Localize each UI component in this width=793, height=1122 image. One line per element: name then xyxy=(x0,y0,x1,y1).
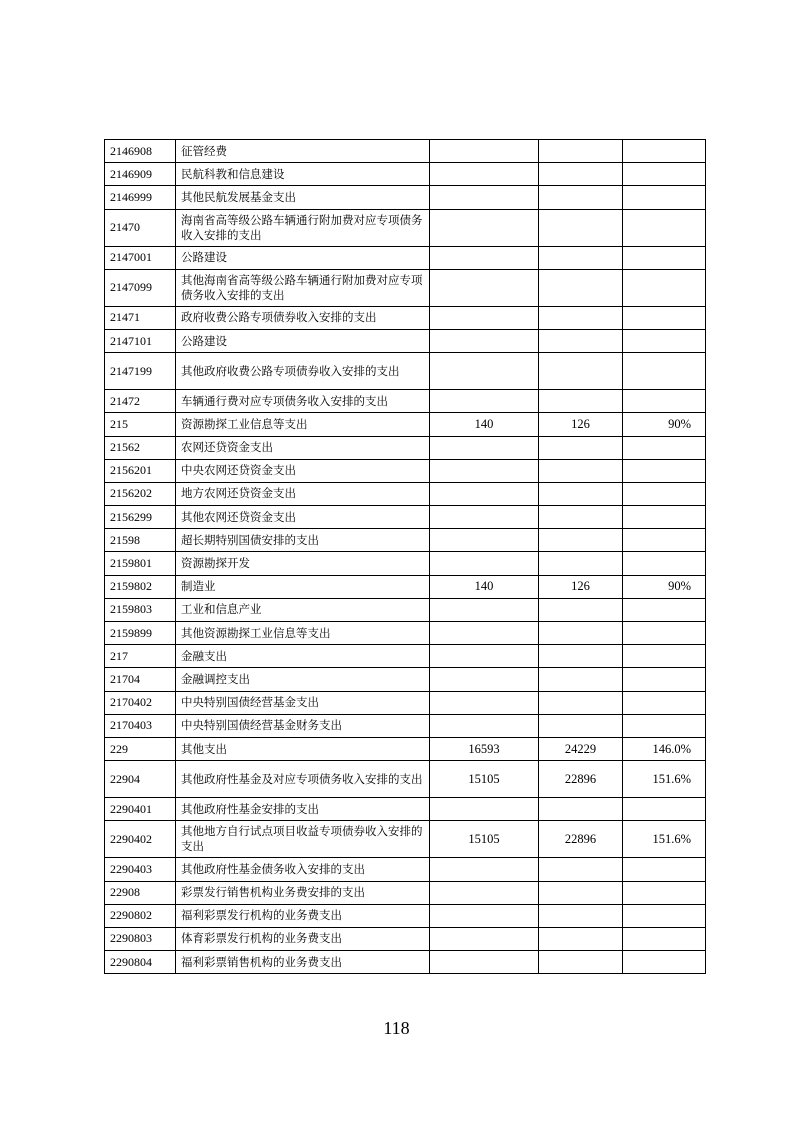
cell-value-2 xyxy=(539,269,623,306)
cell-code: 2159803 xyxy=(105,598,176,621)
cell-percent xyxy=(623,552,706,575)
cell-name: 车辆通行费对应专项债务收入安排的支出 xyxy=(176,390,430,413)
cell-name: 其他农网还贷资金支出 xyxy=(176,506,430,529)
table-row xyxy=(105,821,706,858)
cell-percent: 151.6% xyxy=(623,821,706,858)
cell-code: 2170403 xyxy=(105,714,176,737)
cell-value-1 xyxy=(430,306,539,329)
cell-name: 金融支出 xyxy=(176,645,430,668)
cell-value-2 xyxy=(539,209,623,246)
cell-value-2 xyxy=(539,798,623,821)
cell-percent xyxy=(623,246,706,269)
cell-value-2 xyxy=(539,186,623,209)
cell-percent xyxy=(623,140,706,163)
table-row xyxy=(105,329,706,352)
cell-value-1 xyxy=(430,482,539,505)
cell-value-1 xyxy=(430,209,539,246)
cell-value-1: 15105 xyxy=(430,821,539,858)
cell-name: 其他支出 xyxy=(176,737,430,760)
cell-percent: 90% xyxy=(623,575,706,598)
cell-value-2 xyxy=(539,436,623,459)
table-row xyxy=(105,269,706,306)
cell-value-1 xyxy=(430,459,539,482)
cell-code: 22908 xyxy=(105,881,176,904)
cell-percent xyxy=(623,459,706,482)
cell-value-1 xyxy=(430,951,539,974)
cell-code: 2290802 xyxy=(105,904,176,927)
cell-name: 中央特别国债经营基金支出 xyxy=(176,691,430,714)
cell-percent: 146.0% xyxy=(623,737,706,760)
cell-percent xyxy=(623,904,706,927)
cell-name: 资源勘探工业信息等支出 xyxy=(176,413,430,436)
cell-code: 2290803 xyxy=(105,927,176,950)
cell-name: 中央农网还贷资金支出 xyxy=(176,459,430,482)
cell-value-1 xyxy=(430,668,539,691)
cell-code: 2147101 xyxy=(105,329,176,352)
table-row xyxy=(105,598,706,621)
cell-percent xyxy=(623,645,706,668)
cell-value-1 xyxy=(430,552,539,575)
cell-value-1 xyxy=(430,390,539,413)
table-row xyxy=(105,622,706,645)
cell-name: 中央特别国债经营基金财务支出 xyxy=(176,714,430,737)
cell-value-1 xyxy=(430,927,539,950)
table-row xyxy=(105,668,706,691)
table-row xyxy=(105,529,706,552)
cell-percent xyxy=(623,329,706,352)
cell-value-1 xyxy=(430,186,539,209)
cell-value-2 xyxy=(539,598,623,621)
cell-percent xyxy=(623,714,706,737)
cell-name: 资源勘探开发 xyxy=(176,552,430,575)
cell-value-1 xyxy=(430,691,539,714)
cell-name: 农网还贷资金支出 xyxy=(176,436,430,459)
cell-value-1 xyxy=(430,622,539,645)
cell-value-1: 15105 xyxy=(430,761,539,798)
cell-name: 地方农网还贷资金支出 xyxy=(176,482,430,505)
table-row xyxy=(105,209,706,246)
cell-value-2 xyxy=(539,306,623,329)
cell-percent xyxy=(623,306,706,329)
cell-percent xyxy=(623,798,706,821)
cell-name: 其他民航发展基金支出 xyxy=(176,186,430,209)
cell-percent xyxy=(623,209,706,246)
cell-name: 其他地方自行试点项目收益专项债券收入安排的支出 xyxy=(176,821,430,858)
table-row xyxy=(105,858,706,881)
table-row xyxy=(105,186,706,209)
cell-name: 公路建设 xyxy=(176,329,430,352)
cell-percent xyxy=(623,436,706,459)
cell-value-2: 22896 xyxy=(539,821,623,858)
cell-percent xyxy=(623,529,706,552)
cell-name: 制造业 xyxy=(176,575,430,598)
cell-code: 217 xyxy=(105,645,176,668)
cell-value-2 xyxy=(539,482,623,505)
cell-value-1 xyxy=(430,714,539,737)
cell-code: 2170402 xyxy=(105,691,176,714)
cell-percent: 90% xyxy=(623,413,706,436)
cell-code: 2146909 xyxy=(105,163,176,186)
cell-code: 22904 xyxy=(105,761,176,798)
cell-value-1 xyxy=(430,269,539,306)
cell-name: 福利彩票销售机构的业务费支出 xyxy=(176,951,430,974)
cell-value-2 xyxy=(539,881,623,904)
cell-value-2 xyxy=(539,858,623,881)
cell-code: 2290402 xyxy=(105,821,176,858)
cell-name: 其他海南省高等级公路车辆通行附加费对应专项债务收入安排的支出 xyxy=(176,269,430,306)
cell-value-1 xyxy=(430,353,539,390)
page-number: 118 xyxy=(383,1018,410,1038)
cell-value-1 xyxy=(430,436,539,459)
cell-value-2 xyxy=(539,246,623,269)
table-row xyxy=(105,798,706,821)
cell-code: 2156201 xyxy=(105,459,176,482)
cell-value-2 xyxy=(539,329,623,352)
table-row xyxy=(105,904,706,927)
cell-percent xyxy=(623,390,706,413)
table-row xyxy=(105,246,706,269)
table-row xyxy=(105,163,706,186)
cell-name: 民航科教和信息建设 xyxy=(176,163,430,186)
cell-name: 征管经费 xyxy=(176,140,430,163)
table-row xyxy=(105,951,706,974)
table-row xyxy=(105,459,706,482)
cell-code: 2146999 xyxy=(105,186,176,209)
cell-value-1: 16593 xyxy=(430,737,539,760)
cell-code: 2159899 xyxy=(105,622,176,645)
cell-code: 21598 xyxy=(105,529,176,552)
table-row xyxy=(105,140,706,163)
table-row xyxy=(105,413,706,436)
table-row xyxy=(105,881,706,904)
cell-value-1 xyxy=(430,645,539,668)
cell-value-2: 22896 xyxy=(539,761,623,798)
cell-code: 2147001 xyxy=(105,246,176,269)
cell-value-2 xyxy=(539,529,623,552)
cell-code: 21562 xyxy=(105,436,176,459)
cell-code: 2290401 xyxy=(105,798,176,821)
cell-code: 2159802 xyxy=(105,575,176,598)
cell-value-2 xyxy=(539,691,623,714)
cell-name: 其他政府性基金债务收入安排的支出 xyxy=(176,858,430,881)
cell-value-2: 126 xyxy=(539,575,623,598)
cell-value-2 xyxy=(539,353,623,390)
table-row xyxy=(105,436,706,459)
table-row xyxy=(105,353,706,390)
table-row xyxy=(105,575,706,598)
table-row xyxy=(105,390,706,413)
cell-percent xyxy=(623,163,706,186)
cell-percent: 151.6% xyxy=(623,761,706,798)
cell-code: 215 xyxy=(105,413,176,436)
table-row xyxy=(105,645,706,668)
cell-value-2 xyxy=(539,163,623,186)
cell-name: 彩票发行销售机构业务费安排的支出 xyxy=(176,881,430,904)
cell-name: 超长期特别国债安排的支出 xyxy=(176,529,430,552)
cell-value-2 xyxy=(539,459,623,482)
cell-code: 229 xyxy=(105,737,176,760)
cell-name: 政府收费公路专项债券收入安排的支出 xyxy=(176,306,430,329)
cell-name: 金融调控支出 xyxy=(176,668,430,691)
table-row xyxy=(105,482,706,505)
cell-name: 其他政府性基金安排的支出 xyxy=(176,798,430,821)
cell-value-2: 126 xyxy=(539,413,623,436)
table-body xyxy=(105,140,706,974)
cell-value-1 xyxy=(430,140,539,163)
cell-value-1 xyxy=(430,858,539,881)
cell-name: 海南省高等级公路车辆通行附加费对应专项债务收入安排的支出 xyxy=(176,209,430,246)
cell-percent xyxy=(623,353,706,390)
cell-code: 2290804 xyxy=(105,951,176,974)
cell-value-1 xyxy=(430,506,539,529)
cell-value-2 xyxy=(539,552,623,575)
cell-code: 2146908 xyxy=(105,140,176,163)
cell-percent xyxy=(623,858,706,881)
cell-code: 21704 xyxy=(105,668,176,691)
cell-percent xyxy=(623,668,706,691)
cell-value-1 xyxy=(430,798,539,821)
cell-code: 21472 xyxy=(105,390,176,413)
cell-value-1 xyxy=(430,329,539,352)
cell-name: 体育彩票发行机构的业务费支出 xyxy=(176,927,430,950)
table-row xyxy=(105,506,706,529)
cell-percent xyxy=(623,691,706,714)
cell-value-2 xyxy=(539,390,623,413)
table-row xyxy=(105,691,706,714)
table-row xyxy=(105,306,706,329)
cell-code: 21470 xyxy=(105,209,176,246)
cell-value-1 xyxy=(430,246,539,269)
cell-code: 2290403 xyxy=(105,858,176,881)
cell-value-2 xyxy=(539,668,623,691)
cell-value-1 xyxy=(430,163,539,186)
cell-value-1 xyxy=(430,529,539,552)
cell-code: 2159801 xyxy=(105,552,176,575)
cell-value-2 xyxy=(539,622,623,645)
cell-percent xyxy=(623,951,706,974)
cell-value-2 xyxy=(539,904,623,927)
cell-percent xyxy=(623,598,706,621)
cell-value-2 xyxy=(539,645,623,668)
cell-value-2 xyxy=(539,927,623,950)
cell-percent xyxy=(623,506,706,529)
cell-value-1 xyxy=(430,881,539,904)
cell-percent xyxy=(623,482,706,505)
table-row xyxy=(105,927,706,950)
cell-value-1 xyxy=(430,598,539,621)
table-row xyxy=(105,761,706,798)
table-row xyxy=(105,552,706,575)
budget-table xyxy=(104,139,706,974)
cell-code: 2156202 xyxy=(105,482,176,505)
cell-code: 2156299 xyxy=(105,506,176,529)
cell-value-1 xyxy=(430,904,539,927)
cell-code: 2147199 xyxy=(105,353,176,390)
cell-percent xyxy=(623,186,706,209)
cell-value-1: 140 xyxy=(430,413,539,436)
cell-code: 2147099 xyxy=(105,269,176,306)
cell-value-2 xyxy=(539,140,623,163)
cell-value-2: 24229 xyxy=(539,737,623,760)
cell-percent xyxy=(623,622,706,645)
cell-value-2 xyxy=(539,951,623,974)
cell-percent xyxy=(623,881,706,904)
cell-name: 其他政府收费公路专项债券收入安排的支出 xyxy=(176,353,430,390)
cell-value-2 xyxy=(539,506,623,529)
cell-name: 公路建设 xyxy=(176,246,430,269)
cell-name: 工业和信息产业 xyxy=(176,598,430,621)
cell-name: 其他政府性基金及对应专项债务收入安排的支出 xyxy=(176,761,430,798)
table-row xyxy=(105,737,706,760)
cell-value-1: 140 xyxy=(430,575,539,598)
table-row xyxy=(105,714,706,737)
cell-name: 福利彩票发行机构的业务费支出 xyxy=(176,904,430,927)
cell-percent xyxy=(623,269,706,306)
cell-name: 其他资源勘探工业信息等支出 xyxy=(176,622,430,645)
cell-code: 21471 xyxy=(105,306,176,329)
cell-percent xyxy=(623,927,706,950)
cell-value-2 xyxy=(539,714,623,737)
